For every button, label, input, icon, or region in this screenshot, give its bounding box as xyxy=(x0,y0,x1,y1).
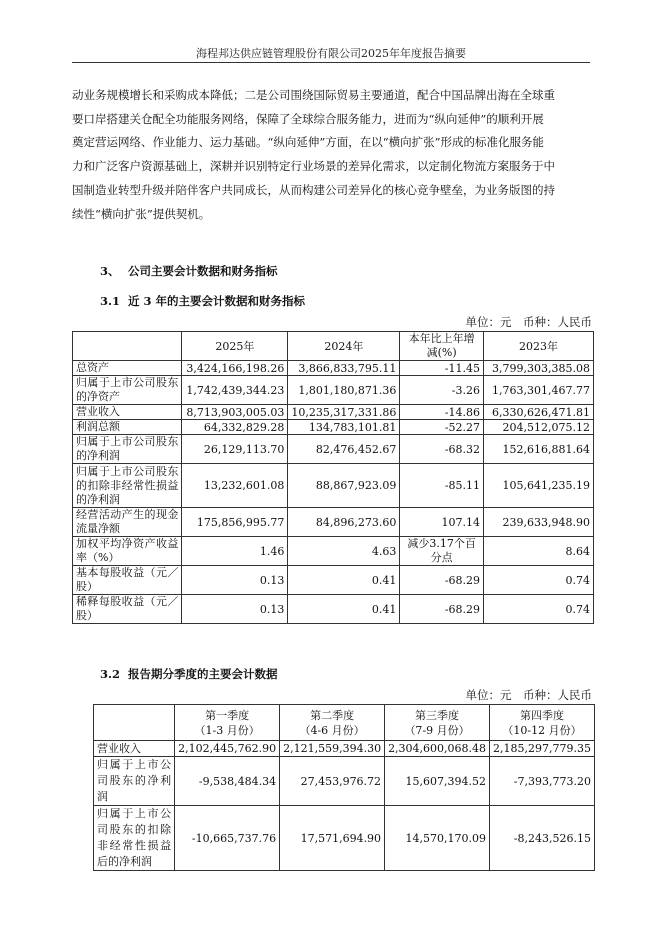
value-cell: 0.41 xyxy=(288,566,400,595)
value-cell: 27,453,976.72 xyxy=(280,757,385,806)
table-row xyxy=(73,464,594,508)
section-3-2-heading xyxy=(100,666,278,682)
value-cell: 0.74 xyxy=(484,566,594,595)
row-label: 归属于上市公司股东的净利润 xyxy=(73,435,182,464)
table-row xyxy=(73,566,594,595)
value-cell: 82,476,452.67 xyxy=(288,435,400,464)
value-cell: 6,330,626,471.81 xyxy=(484,405,594,420)
value-cell: 1,763,301,467.77 xyxy=(484,376,594,405)
value-cell: 0.13 xyxy=(182,566,288,595)
table-row xyxy=(94,806,595,871)
value-cell: 3,424,166,198.26 xyxy=(182,361,288,376)
value-cell: 1,742,439,344.23 xyxy=(182,376,288,405)
value-cell: 2,185,297,779.35 xyxy=(490,741,595,757)
value-cell: 8,713,903,005.03 xyxy=(182,405,288,420)
value-cell: 1,801,180,871.36 xyxy=(288,376,400,405)
value-cell: 204,512,075.12 xyxy=(484,420,594,435)
annual-financial-table xyxy=(72,331,594,624)
table-row xyxy=(73,595,594,624)
section-title: 公司主要会计数据和财务指标 xyxy=(128,264,278,278)
row-label: 总资产 xyxy=(73,361,182,376)
value-cell: 0.13 xyxy=(182,595,288,624)
header-cell xyxy=(490,705,595,741)
section-number: 3.1 xyxy=(100,294,121,308)
value-cell: -11.45 xyxy=(400,361,484,376)
header-cell: 2023年 xyxy=(484,332,594,361)
row-label: 稀释每股收益（元／股） xyxy=(73,595,182,624)
header-cell xyxy=(175,705,280,741)
value-cell: 3,799,303,385.08 xyxy=(484,361,594,376)
unit-currency-note: 单位：元 币种：人民币 xyxy=(465,315,592,329)
table-row xyxy=(94,757,595,806)
row-label: 归属于上市公司股东的净资产 xyxy=(73,376,182,405)
value-cell: -85.11 xyxy=(400,464,484,508)
value-cell: 0.74 xyxy=(484,595,594,624)
value-cell: 3,866,833,795.11 xyxy=(288,361,400,376)
value-cell: 26,129,113.70 xyxy=(182,435,288,464)
value-cell: 88,867,923.09 xyxy=(288,464,400,508)
value-cell: -52.27 xyxy=(400,420,484,435)
row-label: 基本每股收益（元／股） xyxy=(73,566,182,595)
value-cell: 107.14 xyxy=(400,508,484,537)
value-cell: -9,538,484.34 xyxy=(175,757,280,806)
section-number: 3、 xyxy=(100,264,120,278)
section-number: 3.2 xyxy=(100,667,121,681)
row-label: 利润总额 xyxy=(73,420,182,435)
quarter-name: 第三季度 xyxy=(415,708,460,722)
header-cell: 2025年 xyxy=(182,332,288,361)
row-label: 归属于上市公司股东的净利润 xyxy=(94,757,175,806)
row-label: 营业收入 xyxy=(94,741,175,757)
paragraph-line: 要口岸搭建关仓配全功能服务网络，保障了全球综合服务能力，进而为“纵向延伸”的顺利开展 xyxy=(72,111,544,126)
section-3-1-heading xyxy=(100,293,305,309)
value-cell: 84,896,273.60 xyxy=(288,508,400,537)
table-row xyxy=(73,420,594,435)
header-cell xyxy=(385,705,490,741)
paragraph-line: 奠定营运网络、作业能力、运力基础。“纵向延伸”方面，在以“横向扩张”形成的标准化服务能 xyxy=(72,135,545,150)
value-cell: 2,121,559,394.30 xyxy=(280,741,385,757)
quarter-months: （10-12 月份） xyxy=(502,723,582,737)
value-cell: -7,393,773.20 xyxy=(490,757,595,806)
table-row xyxy=(73,405,594,420)
table-row xyxy=(73,537,594,566)
header-cell xyxy=(280,705,385,741)
body-paragraph xyxy=(72,84,592,226)
value-cell: 64,332,829.28 xyxy=(182,420,288,435)
row-label: 经营活动产生的现金流量净额 xyxy=(73,508,182,537)
header-cell xyxy=(73,332,182,361)
value-cell: 0.41 xyxy=(288,595,400,624)
value-cell: 175,856,995.77 xyxy=(182,508,288,537)
quarter-name: 第二季度 xyxy=(310,708,355,722)
value-cell: 14,570,170.09 xyxy=(385,806,490,871)
quarter-months: （7-9 月份） xyxy=(404,723,470,737)
table-row xyxy=(73,376,594,405)
quarter-months: （4-6 月份） xyxy=(299,723,365,737)
paragraph-line: 续性“横向扩张”提供契机。 xyxy=(72,206,211,221)
report-header-title: 海程邦达供应链管理股份有限公司2025年年度报告摘要 xyxy=(196,47,466,60)
table-row xyxy=(73,508,594,537)
quarterly-financial-table xyxy=(93,704,595,871)
value-cell: 减少3.17个百分点 xyxy=(400,537,484,566)
quarter-months: （1-3 月份） xyxy=(194,723,260,737)
value-cell: 2,304,600,068.48 xyxy=(385,741,490,757)
table-row xyxy=(73,361,594,376)
row-label: 归属于上市公司股东的扣除非经常性损益后的净利润 xyxy=(94,806,175,871)
header-cell: 本年比上年增减(%) xyxy=(400,332,484,361)
section-title: 近 3 年的主要会计数据和财务指标 xyxy=(128,294,306,308)
table-header-row xyxy=(73,332,594,361)
unit-currency-note: 单位：元 币种：人民币 xyxy=(465,688,592,702)
value-cell: -68.29 xyxy=(400,595,484,624)
value-cell: -68.29 xyxy=(400,566,484,595)
value-cell: 15,607,394.52 xyxy=(385,757,490,806)
value-cell: -10,665,737.76 xyxy=(175,806,280,871)
quarter-name: 第一季度 xyxy=(205,708,250,722)
value-cell: -8,243,526.15 xyxy=(490,806,595,871)
value-cell: 2,102,445,762.90 xyxy=(175,741,280,757)
value-cell: 1.46 xyxy=(182,537,288,566)
value-cell: 134,783,101.81 xyxy=(288,420,400,435)
value-cell: 17,571,694.90 xyxy=(280,806,385,871)
value-cell: 8.64 xyxy=(484,537,594,566)
header-cell: 2024年 xyxy=(288,332,400,361)
paragraph-line: 动业务规模增长和采购成本降低；二是公司围绕国际贸易主要通道，配合中国品牌出海在全球重 xyxy=(72,88,555,102)
quarter-name: 第四季度 xyxy=(520,708,565,722)
header-cell xyxy=(94,705,175,741)
value-cell: 13,232,601.08 xyxy=(182,464,288,508)
table-header-row xyxy=(94,705,595,741)
table-row xyxy=(73,435,594,464)
value-cell: 105,641,235.19 xyxy=(484,464,594,508)
value-cell: 4.63 xyxy=(288,537,400,566)
paragraph-line: 力和广泛客户资源基础上，深耕并识别特定行业场景的差异化需求，以定制化物流方案服务于中 xyxy=(72,159,555,174)
value-cell: -14.86 xyxy=(400,405,484,420)
value-cell: 10,235,317,331.86 xyxy=(288,405,400,420)
paragraph-line: 国制造业转型升级并陪伴客户共同成长，从而构建公司差异化的核心竞争壁垒，为业务版图的持 xyxy=(72,182,555,197)
section-3-heading xyxy=(100,263,278,279)
section-title: 报告期分季度的主要会计数据 xyxy=(128,667,278,681)
header-divider xyxy=(72,62,590,63)
value-cell: -3.26 xyxy=(400,376,484,405)
value-cell: 239,633,948.90 xyxy=(484,508,594,537)
value-cell: -68.32 xyxy=(400,435,484,464)
table-row xyxy=(94,741,595,757)
value-cell: 152,616,881.64 xyxy=(484,435,594,464)
row-label: 营业收入 xyxy=(73,405,182,420)
row-label: 加权平均净资产收益率（%） xyxy=(73,537,182,566)
row-label: 归属于上市公司股东的扣除非经常性损益的净利润 xyxy=(73,464,182,508)
